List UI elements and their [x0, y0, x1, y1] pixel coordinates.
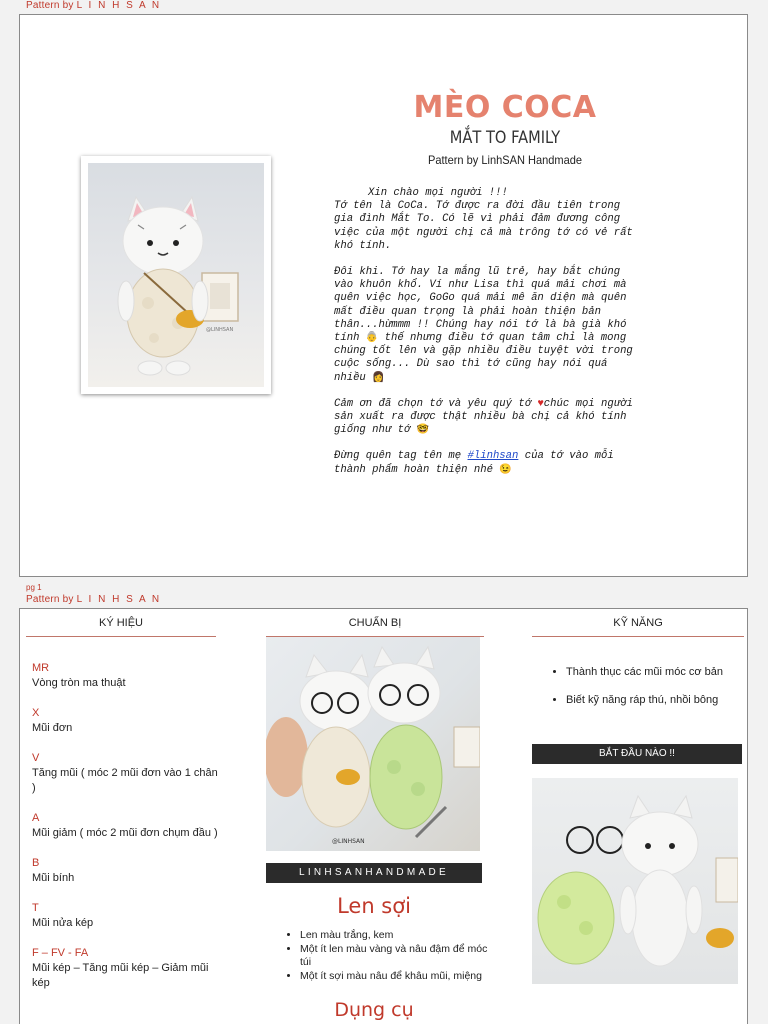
yarn-title: Len sợi	[337, 894, 411, 918]
page-1	[19, 14, 748, 577]
skill-list	[550, 665, 750, 721]
list-item: • Một ít sợi màu nâu để khâu mũi, miệng	[300, 970, 492, 984]
pattern-by-brand: L I N H S A N	[76, 594, 162, 605]
story-paragraph-4a: Đừng quên tag tên mẹ	[334, 450, 462, 463]
wink-emoji-icon: 😉	[499, 464, 512, 476]
story-paragraph-3b: chúc mọi người sản xuất ra được thật nhiều bà chị cả khó tính giống như tớ	[334, 397, 633, 437]
list-item: • Thành thục các mũi móc cơ bản	[566, 665, 750, 680]
nerd-emoji-icon: 🤓	[416, 425, 430, 437]
symbol-desc: Mũi kép – Tăng mũi kép – Giảm mũi kép	[32, 962, 209, 989]
list-item	[32, 856, 222, 886]
pattern-by-header	[26, 0, 161, 11]
coca-photo	[88, 163, 264, 387]
story-paragraph-2b: thế nhưng điều tớ quan tâm chỉ là mong chúng tốt lên và gặp nhiều điều tuyệt vời trong cuộc sống... Dù sao thì tớ cũng hay nói quá nhiều	[334, 332, 633, 384]
coca-cat-illustration	[88, 163, 264, 387]
cat-parts-illustration	[532, 778, 738, 984]
story-paragraph-4b: của tớ vào mỗi thành phẩm hoàn thiện nhé	[334, 450, 614, 476]
list-item	[32, 706, 222, 736]
list-item	[32, 901, 222, 931]
page-2	[19, 608, 748, 1024]
symbol-desc: Mũi giảm ( móc 2 mũi đơn chụm đầu )	[32, 827, 218, 839]
old-woman-emoji-icon: 👵	[365, 333, 379, 345]
coca-photo-frame	[81, 156, 271, 394]
pattern-title: MÈO COCA	[413, 90, 597, 125]
symbol-desc: Mũi nửa kép	[32, 917, 94, 929]
heart-icon: ♥	[537, 397, 544, 410]
symbol-code: T	[32, 902, 39, 914]
pattern-by-prefix: Pattern by	[26, 0, 74, 11]
prepare-heading: CHUẨN BỊ	[266, 617, 484, 637]
symbols-heading: KÝ HIỆU	[26, 617, 216, 637]
symbol-code: X	[32, 707, 40, 719]
symbol-code: V	[32, 752, 40, 764]
symbol-desc: Vòng tròn ma thuật	[32, 677, 126, 689]
prepare-photo	[266, 637, 480, 851]
woman-emoji-icon: 👩	[372, 372, 385, 384]
pattern-by-brand: L I N H S A N	[76, 0, 162, 11]
brand-bar: LINHSANHANDMADE	[266, 863, 482, 883]
symbol-code: F – FV - FA	[32, 947, 89, 959]
start-bar: BẮT ĐẦU NÀO !!	[532, 744, 742, 764]
start-photo	[532, 778, 738, 984]
list-item: • Một ít len màu vàng và nâu đậm để móc túi	[300, 943, 492, 970]
symbol-code: B	[32, 857, 40, 869]
pattern-by-prefix: Pattern by	[26, 594, 74, 605]
photo-watermark: @LINHSAN	[332, 838, 365, 845]
list-item	[32, 811, 222, 841]
symbol-code: A	[32, 812, 40, 824]
pattern-by-header-2	[26, 594, 161, 605]
page-number: pg 1	[26, 583, 42, 592]
two-cats-illustration	[266, 637, 480, 851]
story-paragraph-2a: Đôi khi. Tớ hay la mắng lũ trẻ, hay bắt chúng vào khuôn khổ. Ví như Lisa thì quá mải chơi mà quên việc học, GoGo quá mải mê ăn diện mà quên mất điều quan trọng là phải hoàn thiện bản thân...hừmmm !! Chúng hay nói tớ là bà già khó tính	[334, 266, 627, 345]
pattern-subtitle: MẮT TO FAMILY	[449, 128, 561, 148]
story-paragraph-1: Tớ tên là CoCa. Tớ được ra đời đầu tiên trong gia đình Mắt To. Có lẽ vì phải đảm đương công việc của một người chị cả mà trông tớ có vẻ rất khó tính.	[334, 200, 633, 252]
symbol-desc: Mũi đơn	[32, 722, 73, 734]
skills-heading: KỸ NĂNG	[532, 617, 744, 637]
yarn-list	[282, 929, 492, 983]
pattern-byline: Pattern by LinhSAN Handmade	[427, 153, 583, 167]
linhsan-hashtag-link[interactable]: #linhsan	[467, 450, 519, 463]
story-paragraph-3a: Cảm ơn đã chọn tớ và yêu quý tớ	[334, 397, 532, 410]
symbol-list	[32, 661, 222, 1006]
list-item	[32, 946, 222, 991]
symbol-desc: Tăng mũi ( móc 2 mũi đơn vào 1 chân )	[32, 767, 218, 794]
list-item	[32, 661, 222, 691]
symbol-desc: Mũi bính	[32, 872, 75, 884]
symbol-code: MR	[32, 662, 50, 674]
story-text	[334, 187, 644, 490]
story-greeting: Xin chào mọi người !!!	[368, 187, 508, 199]
list-item	[32, 751, 222, 796]
list-item: • Biết kỹ năng ráp thú, nhồi bông	[566, 693, 750, 708]
photo-watermark: @LINHSAN	[206, 327, 234, 333]
list-item: • Len màu trắng, kem	[300, 929, 492, 943]
tools-title: Dụng cụ	[334, 999, 414, 1021]
